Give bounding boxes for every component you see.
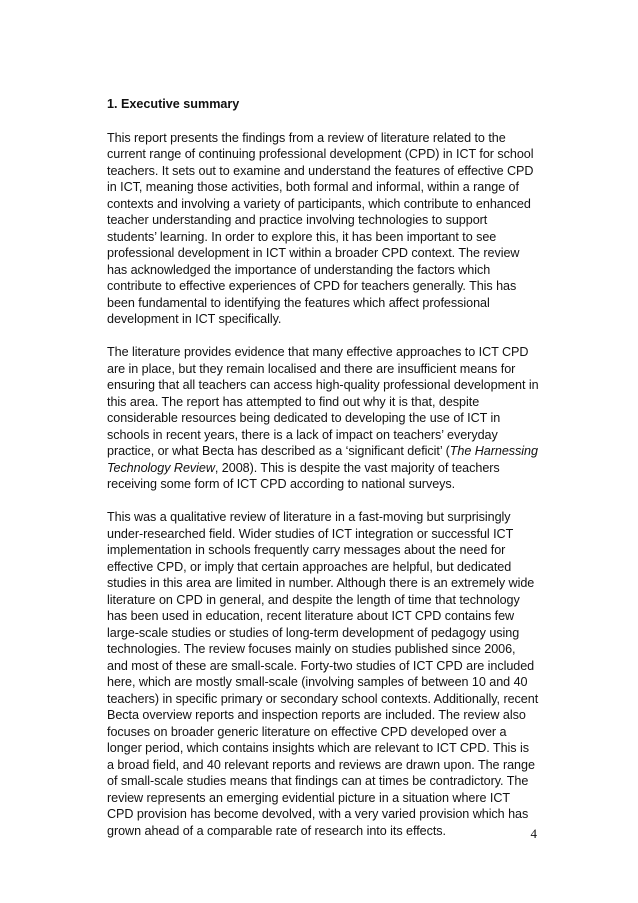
page-number: 4 [530,826,537,841]
paragraph-2-text-after-citation: , 2008). This is despite the vast majority of teachers receiving some form of ICT CPD according to national surveys. [107,460,500,491]
page-content [107,96,539,856]
paragraph-2 [107,344,539,493]
paragraph-1: This report presents the findings from a review of literature related to the current range of continuing professional development (CPD) in ICT for school teachers. It sets out to examine and understand the features of effective CPD in ICT, meaning those activities, both formal and informal, within a range of contexts and involving a variety of participants, which contribute to enhanced teacher understanding and practice involving technologies to support students’ learning. In order to explore this, it has been important to see professional development in ICT within a broader CPD context. The review has acknowledged the importance of understanding the factors which contribute to effective experiences of CPD for teachers generally. This has been fundamental to identifying the features which affect professional development in ICT specifically. [107,130,534,326]
citation-title: The Harnessing Technology Review [107,444,538,475]
paragraph-3: This was a qualitative review of literature in a fast-moving but surprisingly under-researched field. Wider studies of ICT integration or successful ICT implementation in schools frequently carry messages about the need for effective CPD, or imply that certain approaches are helpful, but dedicated studies in this area are limited in number. Although there is an extremely wide literature on CPD in general, and despite the length of time that technology has been used in education, recent literature about ICT CPD contains few large-scale studies or studies of long-term development of pedagogy using technologies. The review focuses mainly on studies published since 2006, and most of these are small-scale. Forty-two studies of ICT CPD are included here, which are mostly small-scale (involving samples of between 10 and 40 teachers) in specific primary or secondary school contexts. Additionally, recent Becta overview reports and inspection reports are included. The review also focuses on broader generic literature on effective CPD developed over a longer period, which contains insights which are relevant to ICT CPD. This is a broad field, and 40 relevant reports and reviews are drawn upon. The range of small-scale studies means that findings can at times be contradictory. The review represents an emerging evidential picture in a situation where ICT CPD provision has become devolved, with a very varied provision which has grown ahead of a comparable rate of research into its effects. [107,510,539,838]
paragraph-2-text-before-citation: The literature provides evidence that many effective approaches to ICT CPD are in place, but they remain localised and there are insufficient means for ensuring that all teachers can access high-quality professional development in this area. The report has attempted to find out why it is that, despite considerable resources being dedicated to developing the use of ICT in schools in recent years, there is a lack of impact on teachers’ everyday practice, or what Becta has described as a ‘significant deficit’ ( [107,345,539,458]
section-heading: 1. Executive summary [107,97,240,111]
